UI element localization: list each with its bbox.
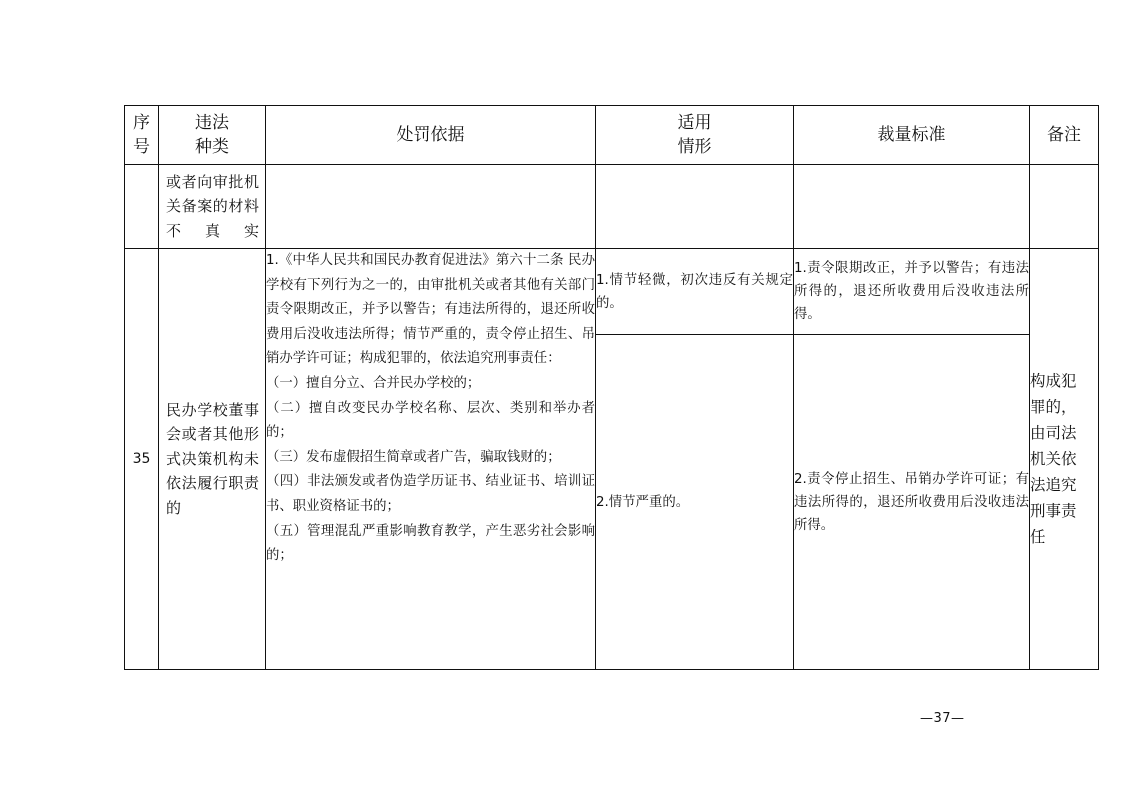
table-row [125, 165, 1099, 249]
standard-cell [794, 165, 1030, 249]
situation-cell [596, 165, 794, 249]
remark-line: 机关依 [1030, 450, 1077, 468]
header-seq: 序号 [125, 106, 159, 165]
remark-cell [1030, 165, 1099, 249]
table-header-row [125, 106, 1099, 165]
header-basis: 处罚依据 [266, 106, 596, 165]
basis-para: （一）擅自分立、合并民办学校的； [266, 375, 481, 391]
basis-para: （三）发布虚假招生简章或者广告，骗取钱财的； [266, 449, 561, 465]
basis-para: （二）擅自改变民办学校名称、层次、类别和举办者的； [266, 400, 595, 441]
standard-1: 1.责令限期改正，并予以警告；有违法所得的，退还所收费用后没收违法所得。 [794, 249, 1030, 335]
table-row [125, 249, 1099, 335]
type-text: 民办学校董事会或者其他形式决策机构未依法履行职责的 [166, 400, 259, 517]
remark-cell [1030, 249, 1099, 670]
basis-para: 1.《中华人民共和国民办教育促进法》第六十二条 民办学校有下列行为之一的，由审批机关或者其他有关部门责令限期改正，并予以警告；有违法所得的，退还所收费用后没收违法所得；情节严重的，责令停止招生、吊销办学许可证；构成犯罪的，依法追究刑事责任： [266, 253, 595, 367]
type-text: 或者向审批机关备案的材料不真实 [166, 172, 259, 240]
remark-line: 法追究 [1030, 476, 1077, 494]
remark-line: 罪的， [1030, 398, 1077, 416]
header-type: 违法种类 [159, 106, 266, 165]
remark-line: 由司法 [1030, 424, 1077, 442]
situation-2: 2.情节严重的。 [596, 335, 794, 670]
header-standard: 裁量标准 [794, 106, 1030, 165]
basis-para: （四）非法颁发或者伪造学历证书、结业证书、培训证书、职业资格证书的； [266, 474, 595, 514]
basis-cell [266, 165, 596, 249]
header-situation: 适用情形 [596, 106, 794, 165]
remark-line: 任 [1030, 528, 1046, 546]
remark-line: 刑事责 [1030, 502, 1077, 520]
seq-cell [125, 165, 159, 249]
regulation-table [124, 105, 1099, 670]
situation-1: 1.情节轻微，初次违反有关规定的。 [596, 249, 794, 335]
type-cell [159, 165, 266, 249]
basis-para: （五）管理混乱严重影响教育教学，产生恶劣社会影响的； [266, 523, 595, 564]
standard-2: 2.责令停止招生、吊销办学许可证；有违法所得的，退还所收费用后没收违法所得。 [794, 335, 1030, 670]
header-remark: 备注 [1030, 106, 1099, 165]
item-number: 35 [125, 249, 159, 670]
basis-cell [266, 249, 596, 670]
remark-line: 构成犯 [1030, 372, 1077, 390]
type-cell [159, 249, 266, 670]
page-number: —37— [920, 711, 965, 726]
